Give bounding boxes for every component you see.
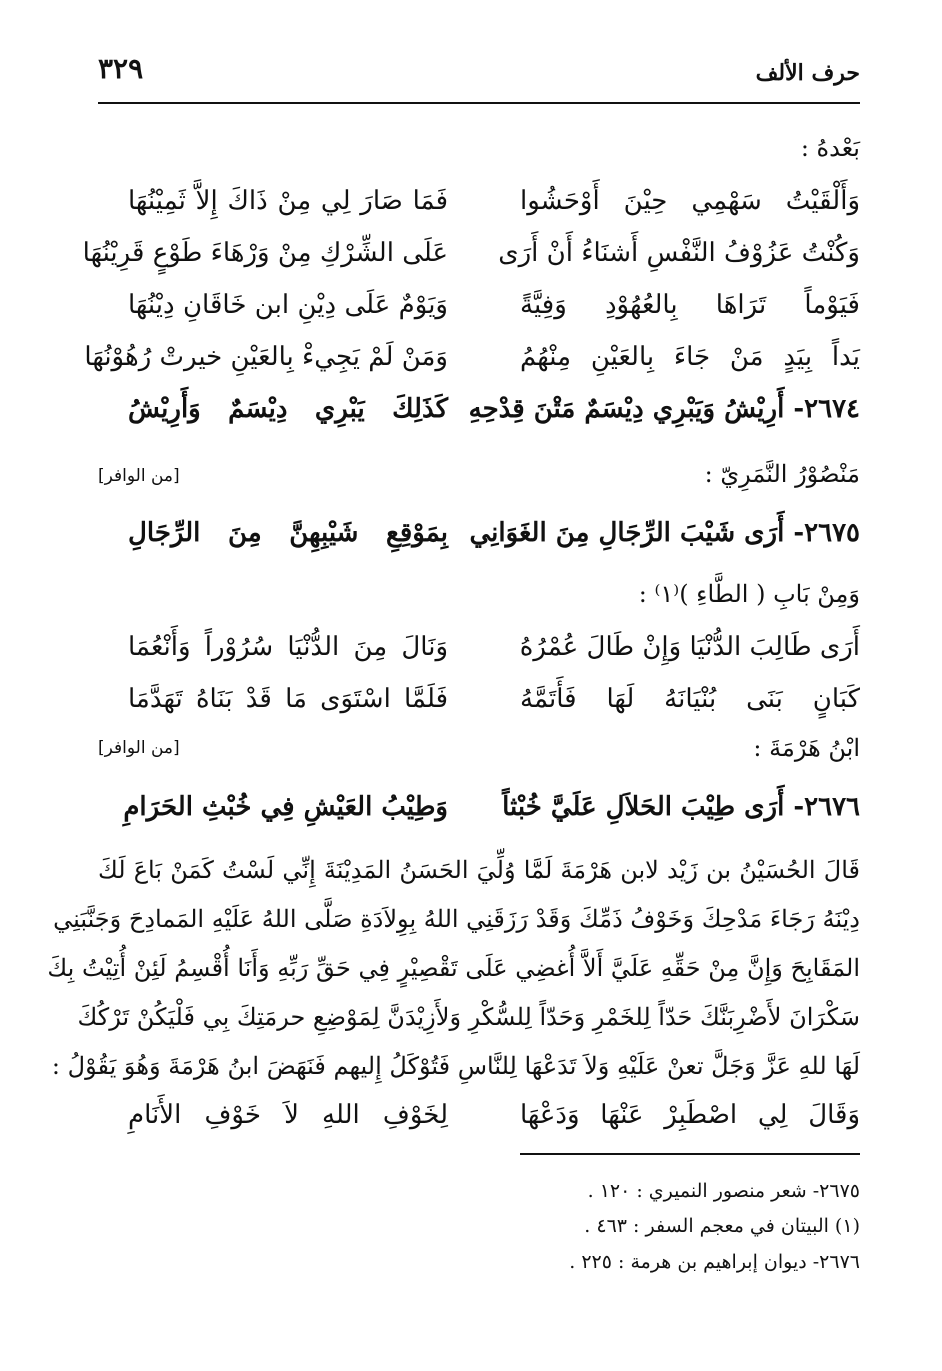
verse-second-hemistich: وَيَوْمٌ عَلَى دِيْنِ ابن خَاقَانِ دِيْنُهَا — [128, 290, 448, 320]
footnote: ٢٦٧٦- ديوان إبراهيم بن هرمة : ٢٢٥ . — [569, 1251, 860, 1273]
meter-label: [من الوافر] — [98, 466, 180, 486]
prose-line: دِيْنَهُ رَجَاءَ مَدْحِكَ وَخَوْفُ ذَمِّكَ وَقَدْ رَزَقَنِي اللهُ بِوِلاَدَةِ صَلَّى اللهُ عَلَيْهِ المَمادِحَ وَجَنَّبَنِي — [53, 905, 860, 933]
intro-line: بَعْدهُ : — [800, 134, 860, 162]
verse-first-hemistich: يَداً بِيَدٍ مَنْ جَاءَ بِالعَيْنِ مِنْهُمُ — [520, 342, 860, 372]
verse-second-hemistich: بِمَوْقِعِ شَيْبِهِنَّ مِنَ الرِّجَالِ — [128, 518, 448, 548]
verse-second-hemistich: وَنَالَ مِنَ الدُّنْيَا سُرُوْراً وَأَنْعُمَا — [128, 632, 448, 662]
verse-first-hemistich: ٢٦٧٤- أَرِيْشُ وَيَبْرِي دِيْسَمٌ مَتْنَ قِدْحِهِ — [468, 394, 860, 424]
prose-line: سَكْرَانَ لأَضْرِبَنَّكَ حَدّاً لِلخَمْرِ وَحَدّاً لِلسُّكْرِ وَلأَزِيْدَنَّ لِمَوْضِعِ حرمَتِكَ بِي فَلْيَكُنْ تَرْكُكَ — [77, 1003, 860, 1031]
verse-first-hemistich: وَأَلْقَيْتُ سَهْمِي حِيْنَ أَوْحَشُوا — [520, 186, 860, 216]
meter-label: [من الوافر] — [98, 738, 180, 758]
numbered-verse-2675 — [98, 518, 860, 558]
verse-second-hemistich: وَطِيْبُ العَيْشِ فِي خُبْثِ الحَرَامِ — [123, 792, 448, 822]
verse-second-hemistich: لِخَوْفِ اللهِ لاَ خَوْفِ الأَنَامِ — [128, 1100, 448, 1130]
page-number: ٣٢٩ — [98, 52, 144, 85]
verse-line — [84, 342, 860, 382]
poet-name: مَنْصُوْرُ النَّمَرِيّ : — [704, 460, 860, 488]
verse-line — [98, 290, 860, 330]
footnote: ٢٦٧٥- شعر منصور النميري : ١٢٠ . — [587, 1180, 860, 1202]
verse-second-hemistich: عَلَى الشِّرْكِ مِنْ وَرْهَاءَ طَوْعٍ قَرِيْنُهَا — [82, 238, 448, 268]
verse-line — [98, 1100, 860, 1140]
verse-first-hemistich: فَيَوْماً تَرَاهَا بِالعُهُوْدِ وَفِيَّةً — [520, 290, 860, 320]
footnote-divider — [520, 1153, 860, 1155]
verse-line — [98, 684, 860, 724]
intro-line — [98, 460, 860, 489]
page-header — [98, 52, 860, 104]
verse-line — [98, 186, 860, 226]
verse-first-hemistich: ٢٦٧٦- أَرَى طِيْبَ الحَلاَلِ عَلَيَّ خُبْثاً — [502, 792, 860, 822]
prose-line: لَهَا للهِ عَزَّ وَجَلَّ تعنْ عَلَيْهِ وَلاَ تَدَعْهَا لِلنَّاسِ فَتُوْكَلُ إِليهم فَنَهَضَ ابنُ هَرْمَةَ وَهُوَ يَقُوْلُ : — [51, 1052, 860, 1080]
verse-line — [82, 238, 860, 278]
numbered-verse-2676 — [98, 792, 860, 832]
verse-second-hemistich: فَلَمَّا اسْتَوَى مَا قَدْ بَنَاهُ تَهَدَّمَا — [128, 684, 448, 714]
verse-second-hemistich: وَمَنْ لَمْ يَجِيءْ بِالعَيْنِ خيرتْ رُهُوْنُهَا — [84, 342, 448, 372]
verse-line — [98, 632, 860, 672]
verse-first-hemistich: أَرَى طَالِبَ الدُّنْيَا وَإِنْ طَالَ عُمْرُهُ — [519, 632, 860, 662]
poet-name: ابْنُ هَرْمَةَ : — [753, 734, 860, 762]
intro-line — [98, 734, 860, 763]
verse-second-hemistich: كَذَلِكَ يَبْرِي دِيْسَمٌ وَأَرِيْشُ — [128, 394, 448, 424]
verse-first-hemistich: ٢٦٧٥- أَرَى شَيْبَ الرِّجَالِ مِنَ الغَوَانِي — [469, 518, 860, 548]
footnote: (١) البيتان في معجم السفر : ٤٦٣ . — [584, 1215, 860, 1237]
verse-first-hemistich: وَكُنْتُ عَزُوْفُ النَّفْسِ أَشنَاءُ أَنْ أَرَى — [498, 238, 860, 268]
prose-line: المَقَابِحَ وَإِنَّ مِنْ حَقِّهِ عَلَيَّ أَلاَّ أُغضِي عَلَى تَقْصِيْرٍ فِي حَقِّ رَبِّهِ وَأَنَا أُقْسِمُ لَئِنْ أُتِيْتُ بِكَ — [47, 954, 860, 982]
running-title: حرف الألف — [755, 60, 860, 86]
verse-second-hemistich: فَمَا صَارَ لِي مِنْ ذَاكَ إِلاَّ ثَمِيْنُهَا — [128, 186, 448, 216]
prose-line: قَالَ الحُسَيْنُ بن زَيْد لابن هَرْمَةَ لَمَّا وُلِّيَ الحَسَنُ المَدِيْنَةَ إِنِّي لَسْتُ كَمَنْ بَاعَ لَكَ — [98, 856, 861, 884]
intro-line: وَمِنْ بَابِ ( الطَّاءِ )⁽١⁾ : — [638, 580, 860, 608]
numbered-verse-2674 — [98, 394, 860, 434]
verse-first-hemistich: كَبَانٍ بَنَى بُنْيَانَهُ لَهَا فَأَتَمَّهُ — [520, 684, 860, 714]
verse-first-hemistich: وَقَالَ لِي اصْطَبِرْ عَنْهَا وَدَعْهَا — [520, 1100, 860, 1130]
